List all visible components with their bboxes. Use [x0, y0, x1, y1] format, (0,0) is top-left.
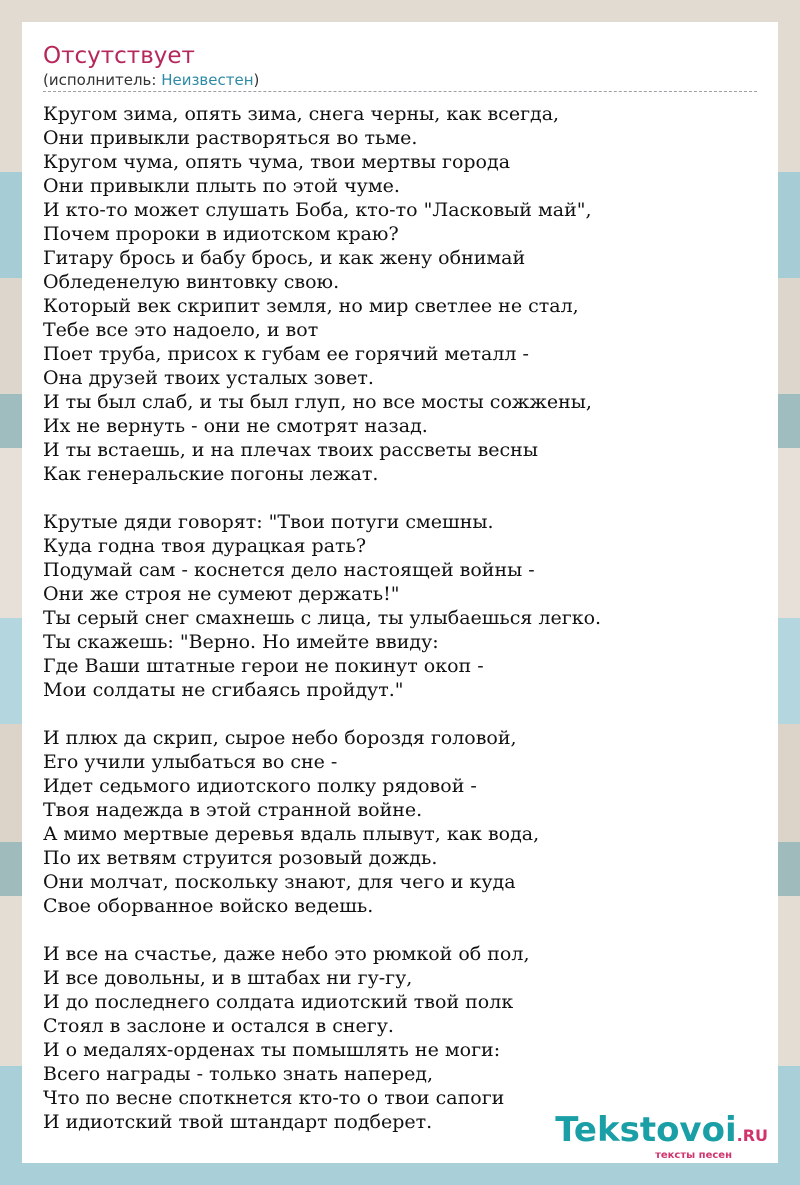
performer-suffix: ) [253, 71, 260, 89]
lyric-line: Они молчат, поскольку знают, для чего и куда [43, 871, 516, 893]
lyric-line: А мимо мертвые деревья вдаль плывут, как вода, [43, 823, 540, 845]
stanza [43, 942, 758, 1134]
lyric-line: И ты встаешь, и на плечах твоих рассветы весны [43, 439, 538, 461]
lyric-line: И ты был слаб, и ты был глуп, но все мосты сожжены, [43, 391, 592, 413]
lyric-line: Мои солдаты не сгибаясь пройдут." [43, 679, 404, 701]
stanza [43, 510, 758, 702]
logo-tagline: тексты песен [655, 1150, 732, 1161]
lyric-line: Всего награды - только знать наперед, [43, 1063, 434, 1085]
logo-wordmark [555, 1112, 768, 1154]
site-logo[interactable] [555, 1112, 768, 1161]
lyric-line: Где Ваши штатные герои не покинут окоп - [43, 655, 484, 677]
lyric-line: Который век скрипит земля, но мир светлее не стал, [43, 295, 579, 317]
lyric-line: Они же строя не сумеют держать!" [43, 583, 400, 605]
lyrics-body [43, 102, 758, 1134]
lyric-line: И плюх да скрип, сырое небо бороздя головой, [43, 727, 517, 749]
performer-link[interactable]: Неизвестен [161, 71, 254, 89]
song-title: Отсутствует [43, 43, 195, 69]
lyric-line: И кто-то может слушать Боба, кто-то "Ласковый май", [43, 199, 592, 221]
lyric-line: Тебе все это надоело, и вот [43, 319, 319, 341]
lyric-line: Стоял в заслоне и остался в снегу. [43, 1015, 394, 1037]
lyric-line: И все на счастье, даже небо это рюмкой об пол, [43, 943, 530, 965]
lyric-line: По их ветвям струится розовый дождь. [43, 847, 438, 869]
lyric-line: Что по весне споткнется кто-то о твои сапоги [43, 1087, 505, 1109]
lyric-line: Гитару брось и бабу брось, и как жену обнимай [43, 247, 526, 269]
lyric-line: Их не вернуть - они не смотрят назад. [43, 415, 428, 437]
logo-tld: .RU [736, 1126, 768, 1145]
stanza [43, 726, 758, 918]
lyric-line: Как генеральские погоны лежат. [43, 463, 379, 485]
lyric-line: Она друзей твоих усталых зовет. [43, 367, 374, 389]
lyric-line: Идет седьмого идиотского полку рядовой - [43, 775, 477, 797]
lyric-line: Почем пророки в идиотском краю? [43, 223, 399, 245]
lyric-line: Крутые дяди говорят: "Твои потуги смешны. [43, 511, 494, 533]
lyric-line: И все довольны, и в штабах ни гу-гу, [43, 967, 413, 989]
lyric-line: Его учили улыбаться во сне - [43, 751, 338, 773]
lyric-line: Обледенелую винтовку свою. [43, 271, 340, 293]
logo-name: Tekstovoi [555, 1110, 737, 1150]
lyric-line: Подумай сам - коснется дело настоящей войны - [43, 559, 535, 581]
performer-line [43, 70, 758, 90]
lyric-line: И до последнего солдата идиотский твой полк [43, 991, 514, 1013]
lyric-line: И идиотский твой штандарт подберет. [43, 1111, 433, 1133]
lyric-line: Твоя надежда в этой странной войне. [43, 799, 423, 821]
lyric-line: Поет труба, присох к губам ее горячий металл - [43, 343, 529, 365]
lyric-line: Кругом чума, опять чума, твои мертвы города [43, 151, 511, 173]
divider [43, 91, 757, 92]
lyric-line: Они привыкли плыть по этой чуме. [43, 175, 400, 197]
lyric-line: Свое оборванное войско ведешь. [43, 895, 374, 917]
performer-prefix: (исполнитель: [43, 71, 162, 89]
lyric-line: Кругом зима, опять зима, снега черны, как всегда, [43, 103, 560, 125]
lyric-line: Куда годна твоя дурацкая рать? [43, 535, 367, 557]
lyric-line: Ты скажешь: "Верно. Но имейте ввиду: [43, 631, 439, 653]
lyric-line: Ты серый снег смахнешь с лица, ты улыбаешься легко. [43, 607, 602, 629]
stanza [43, 102, 758, 486]
lyric-line: Они привыкли растворяться во тьме. [43, 127, 418, 149]
lyrics-card [22, 22, 778, 1163]
lyric-line: И о медалях-орденах ты помышлять не моги: [43, 1039, 501, 1061]
